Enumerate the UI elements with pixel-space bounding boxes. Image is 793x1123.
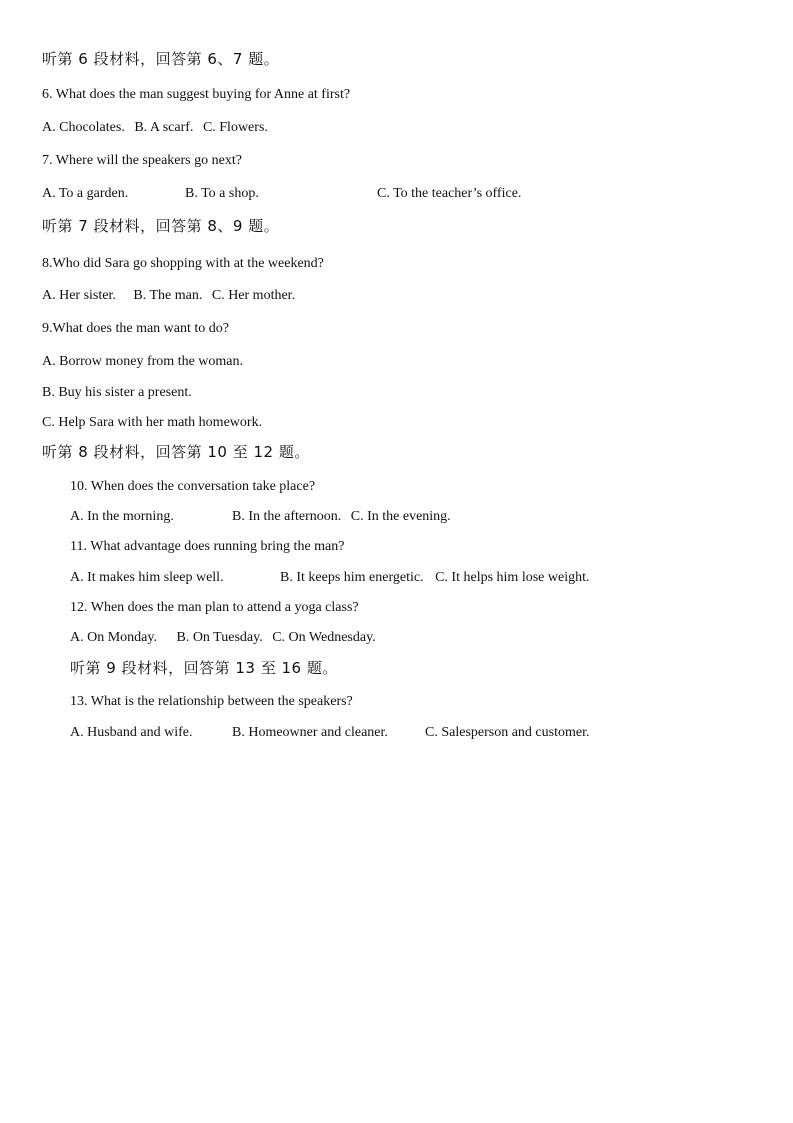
option-8c: C. Her mother.: [211, 288, 296, 303]
option-10b: B. In the afternoon.: [232, 509, 342, 524]
options-11bc: [280, 569, 589, 587]
option-13c: C. Salesperson and customer.: [425, 725, 590, 740]
question-9: 9.What does the man want to do?: [42, 321, 230, 336]
question-7: 7. Where will the speakers go next?: [42, 153, 242, 168]
question-11: 11. What advantage does running bring the man?: [70, 539, 345, 554]
option-6c: C. Flowers.: [202, 120, 268, 135]
option-12c: C. On Wednesday.: [272, 630, 376, 645]
option-10c: C. In the evening.: [350, 509, 451, 524]
question-10: 10. When does the conversation take place?: [70, 479, 316, 494]
section-heading-9: 听第 9 段材料，回答第 13 至 16 题。: [70, 659, 338, 677]
section-heading-7: 听第 7 段材料，回答第 8、9 题。: [42, 217, 280, 235]
option-11b: B. It keeps him energetic.: [280, 570, 424, 585]
option-9a: A. Borrow money from the woman.: [42, 354, 244, 369]
option-7b: B. To a shop.: [185, 186, 259, 201]
option-13a: A. Husband and wife.: [70, 725, 193, 740]
question-8: 8.Who did Sara go shopping with at the weekend?: [42, 256, 324, 271]
option-10a: A. In the morning.: [70, 509, 174, 524]
options-12: [70, 629, 376, 647]
options-6: [42, 119, 268, 137]
option-7c: C. To the teacher’s office.: [377, 186, 522, 201]
option-9b: B. Buy his sister a present.: [42, 385, 192, 400]
option-6a: A. Chocolates.: [42, 120, 125, 135]
option-13b: B. Homeowner and cleaner.: [232, 725, 388, 740]
option-8a: A. Her sister.: [42, 288, 116, 303]
option-11a: A. It makes him sleep well.: [70, 570, 224, 585]
question-13: 13. What is the relationship between the speakers?: [70, 694, 353, 709]
option-11c: C. It helps him lose weight.: [435, 570, 590, 585]
question-12: 12. When does the man plan to attend a yoga class?: [70, 600, 359, 615]
option-12b: B. On Tuesday.: [176, 630, 263, 645]
section-heading-8: 听第 8 段材料，回答第 10 至 12 题。: [42, 443, 310, 461]
section-heading-6: 听第 6 段材料，回答第 6、7 题。: [42, 50, 280, 68]
option-9c: C. Help Sara with her math homework.: [42, 415, 263, 430]
option-7a: A. To a garden.: [42, 186, 129, 201]
option-8b: B. The man.: [133, 288, 203, 303]
options-10bc: [232, 508, 451, 526]
option-12a: A. On Monday.: [70, 630, 157, 645]
question-6: 6. What does the man suggest buying for Anne at first?: [42, 87, 351, 102]
option-6b: B. A scarf.: [134, 120, 194, 135]
options-8: [42, 287, 295, 305]
